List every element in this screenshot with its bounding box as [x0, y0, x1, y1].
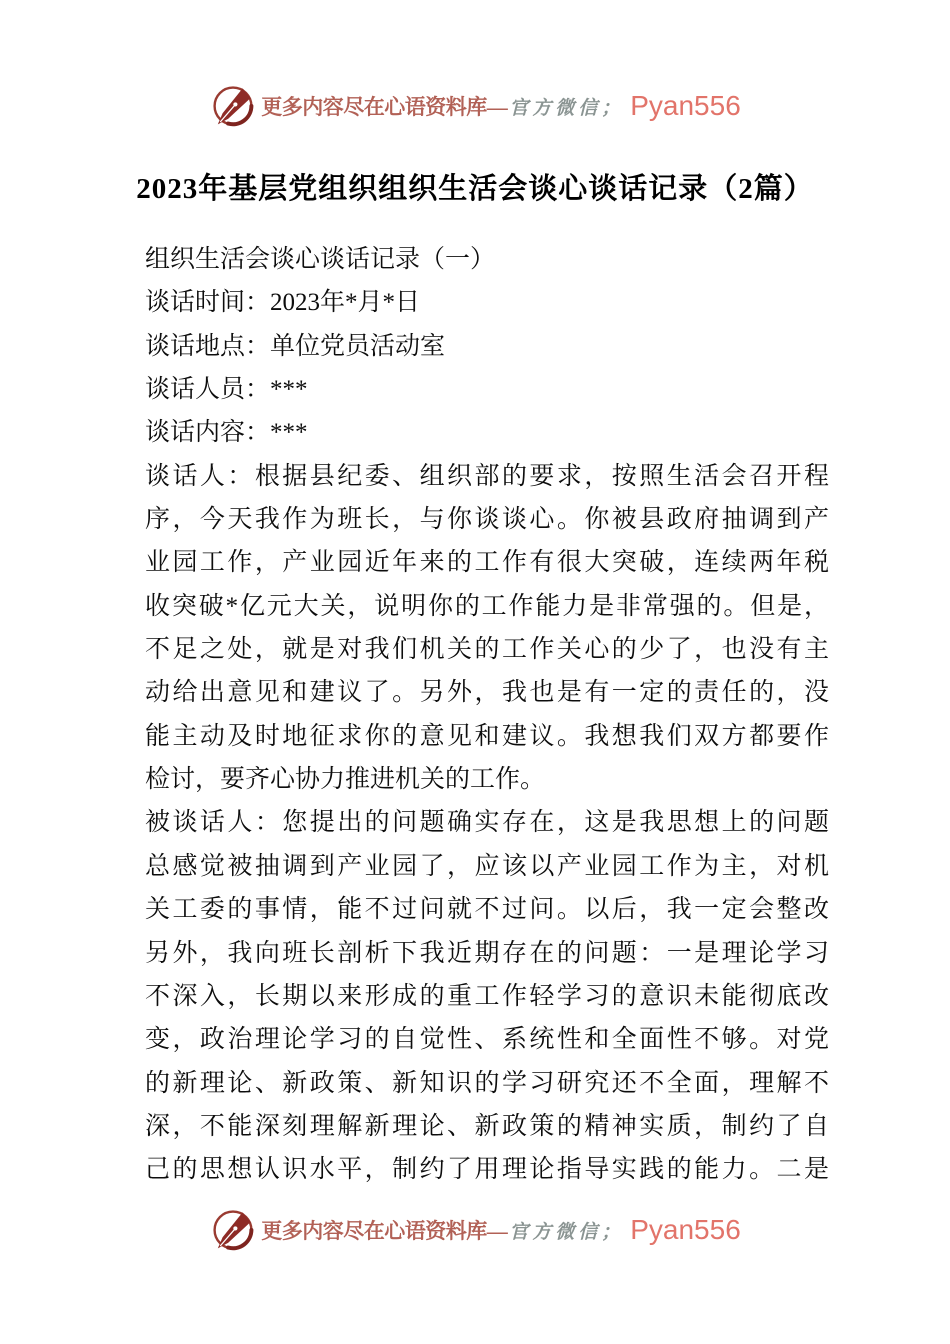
text-line: 变，政治理论学习的自觉性、系统性和全面性不够。对党 — [145, 1026, 829, 1054]
watermark-wechat-label: 官方微信； — [509, 1221, 625, 1243]
text-line: 动给出意见和建议了。另外，我也是有一定的责任的，没 — [145, 679, 829, 707]
text-line: 被谈话人：您提出的问题确实存在，这是我思想上的问题 — [145, 809, 829, 837]
footer-watermark — [0, 1200, 950, 1260]
watermark-wechat-label: 官方微信； — [509, 97, 625, 119]
text-line: 能主动及时地征求你的意见和建议。我想我们双方都要作 — [145, 722, 829, 750]
text-line: 谈话时间：2023年*月*日 — [145, 289, 421, 317]
text-line: 关工委的事情，能不过问就不过问。以后，我一定会整改 — [145, 896, 829, 924]
text-line: 己的思想认识水平，制约了用理论指导实践的能力。二是 — [145, 1156, 829, 1184]
watermark-brand-text: 更多内容尽在心语资料库— — [261, 1219, 508, 1243]
text-line: 检讨，要齐心协力推进机关的工作。 — [145, 766, 546, 794]
text-line: 收突破*亿元大关，说明你的工作能力是非常强的。但是， — [145, 592, 829, 620]
text-line: 谈话人员：*** — [145, 376, 308, 404]
text-line: 谈话人：根据县纪委、组织部的要求，按照生活会召开程 — [145, 462, 829, 490]
header-watermark — [0, 76, 950, 136]
text-line: 组织生活会谈心谈话记录（一） — [145, 246, 496, 273]
watermark-wechat-id: Pyan556 — [630, 1214, 741, 1245]
watermark-brand-text: 更多内容尽在心语资料库— — [261, 95, 508, 119]
pen-nib-circle-icon — [209, 1201, 257, 1259]
text-line: 谈话地点：单位党员活动室 — [145, 332, 446, 360]
text-line: 不足之处，就是对我们机关的工作关心的少了，也没有主 — [145, 636, 829, 664]
document-body — [145, 238, 829, 1192]
watermark-wechat-id: Pyan556 — [630, 90, 741, 121]
text-line: 总感觉被抽调到产业园了，应该以产业园工作为主，对机 — [145, 852, 829, 880]
text-line: 另外，我向班长剖析下我近期存在的问题：一是理论学习 — [145, 939, 829, 967]
text-line: 不深入，长期以来形成的重工作轻学习的意识未能彻底改 — [145, 982, 829, 1010]
text-line: 业园工作，产业园近年来的工作有很大突破，连续两年税 — [145, 549, 829, 577]
text-line: 序，今天我作为班长，与你谈谈心。你被县政府抽调到产 — [145, 506, 829, 534]
text-line: 深，不能深刻理解新理论、新政策的精神实质，制约了自 — [145, 1112, 829, 1140]
text-line: 的新理论、新政策、新知识的学习研究还不全面，理解不 — [145, 1069, 829, 1097]
page-title: 2023年基层党组织组织生活会谈心谈话记录（2篇） — [136, 173, 814, 205]
text-line: 谈话内容：*** — [145, 419, 308, 447]
pen-nib-circle-icon — [209, 77, 257, 135]
